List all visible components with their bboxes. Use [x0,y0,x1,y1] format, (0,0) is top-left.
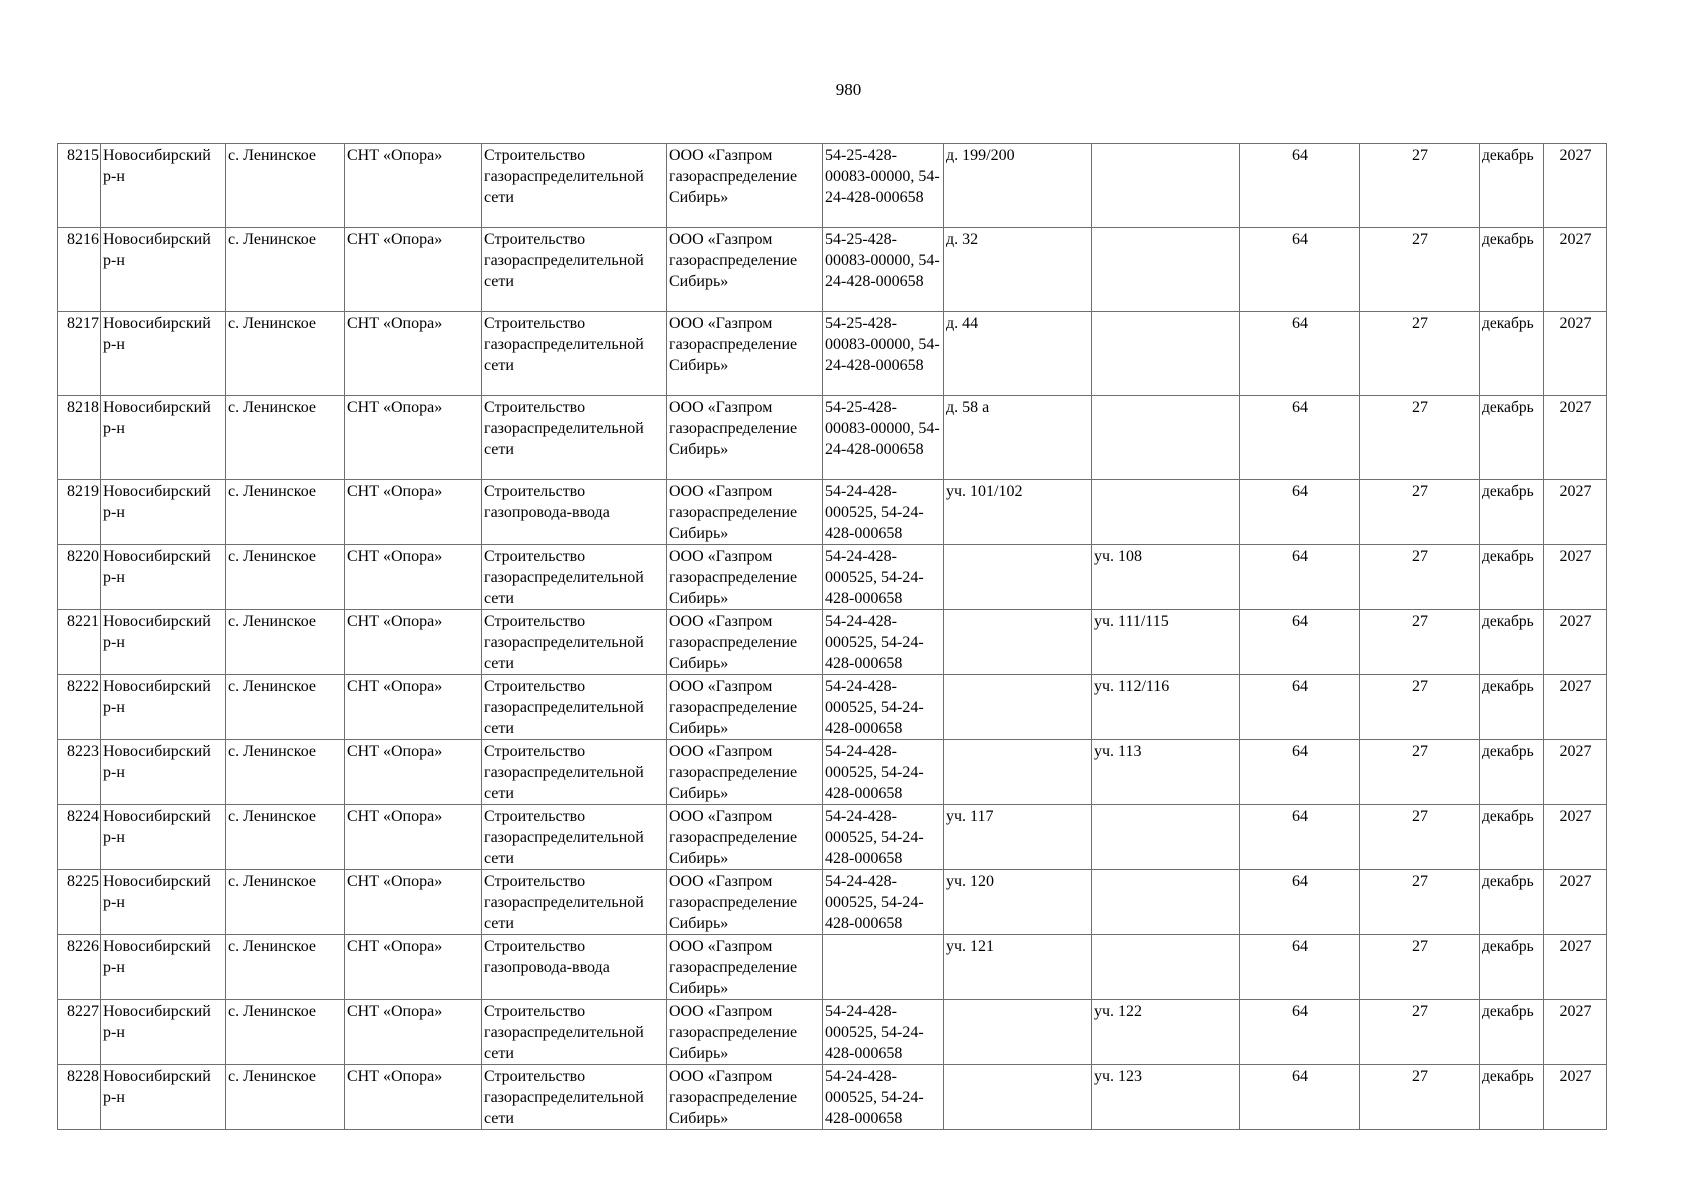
value-2-cell: 27 [1360,480,1480,545]
plot-cell: уч. 123 [1092,1065,1240,1130]
settlement-cell: с. Ленинское [226,740,345,805]
month-cell: декабрь [1480,1065,1544,1130]
work-type-cell: Строительство газораспределительной сети [482,545,667,610]
district-cell: Новосибирский р-н [101,396,226,480]
year-cell: 2027 [1544,675,1607,740]
district-cell: Новосибирский р-н [101,870,226,935]
organization-cell: ООО «Газпром газораспределение Сибирь» [667,396,823,480]
organization-cell: ООО «Газпром газораспределение Сибирь» [667,610,823,675]
settlement-cell: с. Ленинское [226,228,345,312]
value-2-cell: 27 [1360,144,1480,228]
row-number-cell: 8227 [58,1000,101,1065]
snt-cell: СНТ «Опора» [345,1000,482,1065]
district-cell: Новосибирский р-н [101,1000,226,1065]
cadastral-number-cell: 54-24-428-000525, 54-24-428-000658 [823,870,944,935]
district-cell: Новосибирский р-н [101,545,226,610]
row-number-cell: 8222 [58,675,101,740]
value-2-cell: 27 [1360,740,1480,805]
month-cell: декабрь [1480,805,1544,870]
value-1-cell: 64 [1240,312,1360,396]
plot-cell [1092,396,1240,480]
cadastral-number-cell: 54-25-428-00083-00000, 54-24-428-000658 [823,396,944,480]
table-row [58,144,1607,228]
house-cell [944,1000,1092,1065]
cadastral-number-cell [823,935,944,1000]
row-number-cell: 8223 [58,740,101,805]
district-cell: Новосибирский р-н [101,675,226,740]
value-1-cell: 64 [1240,1000,1360,1065]
work-type-cell: Строительство газораспределительной сети [482,228,667,312]
month-cell: декабрь [1480,675,1544,740]
row-number-cell: 8218 [58,396,101,480]
snt-cell: СНТ «Опора» [345,480,482,545]
settlement-cell: с. Ленинское [226,610,345,675]
page-number: 980 [835,80,862,99]
work-type-cell: Строительство газораспределительной сети [482,1065,667,1130]
table-row [58,740,1607,805]
table-row [58,228,1607,312]
cadastral-number-cell: 54-25-428-00083-00000, 54-24-428-000658 [823,312,944,396]
year-cell: 2027 [1544,480,1607,545]
table-row [58,870,1607,935]
table-row [58,675,1607,740]
snt-cell: СНТ «Опора» [345,1065,482,1130]
house-cell: д. 58 а [944,396,1092,480]
work-type-cell: Строительство газораспределительной сети [482,1000,667,1065]
house-cell [944,675,1092,740]
district-cell: Новосибирский р-н [101,935,226,1000]
value-1-cell: 64 [1240,144,1360,228]
year-cell: 2027 [1544,1065,1607,1130]
snt-cell: СНТ «Опора» [345,675,482,740]
plot-cell: уч. 108 [1092,545,1240,610]
year-cell: 2027 [1544,144,1607,228]
month-cell: декабрь [1480,228,1544,312]
table-row [58,545,1607,610]
row-number-cell: 8225 [58,870,101,935]
organization-cell: ООО «Газпром газораспределение Сибирь» [667,545,823,610]
month-cell: декабрь [1480,545,1544,610]
organization-cell: ООО «Газпром газораспределение Сибирь» [667,870,823,935]
value-2-cell: 27 [1360,1000,1480,1065]
organization-cell: ООО «Газпром газораспределение Сибирь» [667,740,823,805]
cadastral-number-cell: 54-24-428-000525, 54-24-428-000658 [823,1065,944,1130]
year-cell: 2027 [1544,396,1607,480]
value-2-cell: 27 [1360,935,1480,1000]
house-cell: уч. 117 [944,805,1092,870]
year-cell: 2027 [1544,740,1607,805]
organization-cell: ООО «Газпром газораспределение Сибирь» [667,935,823,1000]
cadastral-number-cell: 54-25-428-00083-00000, 54-24-428-000658 [823,228,944,312]
work-type-cell: Строительство газораспределительной сети [482,610,667,675]
month-cell: декабрь [1480,144,1544,228]
table-row [58,610,1607,675]
settlement-cell: с. Ленинское [226,935,345,1000]
settlement-cell: с. Ленинское [226,545,345,610]
month-cell: декабрь [1480,935,1544,1000]
snt-cell: СНТ «Опора» [345,805,482,870]
settlement-cell: с. Ленинское [226,1000,345,1065]
value-1-cell: 64 [1240,480,1360,545]
month-cell: декабрь [1480,610,1544,675]
row-number-cell: 8226 [58,935,101,1000]
house-cell [944,1065,1092,1130]
snt-cell: СНТ «Опора» [345,545,482,610]
settlement-cell: с. Ленинское [226,312,345,396]
value-1-cell: 64 [1240,740,1360,805]
table-row [58,1065,1607,1130]
settlement-cell: с. Ленинское [226,870,345,935]
value-2-cell: 27 [1360,312,1480,396]
organization-cell: ООО «Газпром газораспределение Сибирь» [667,1065,823,1130]
plot-cell: уч. 113 [1092,740,1240,805]
year-cell: 2027 [1544,935,1607,1000]
district-cell: Новосибирский р-н [101,312,226,396]
value-1-cell: 64 [1240,870,1360,935]
month-cell: декабрь [1480,1000,1544,1065]
plot-cell [1092,144,1240,228]
cadastral-number-cell: 54-24-428-000525, 54-24-428-000658 [823,805,944,870]
settlement-cell: с. Ленинское [226,396,345,480]
month-cell: декабрь [1480,870,1544,935]
cadastral-number-cell: 54-24-428-000525, 54-24-428-000658 [823,480,944,545]
snt-cell: СНТ «Опора» [345,144,482,228]
value-2-cell: 27 [1360,805,1480,870]
table-row [58,480,1607,545]
work-type-cell: Строительство газораспределительной сети [482,675,667,740]
district-cell: Новосибирский р-н [101,1065,226,1130]
value-2-cell: 27 [1360,1065,1480,1130]
cadastral-number-cell: 54-24-428-000525, 54-24-428-000658 [823,675,944,740]
row-number-cell: 8220 [58,545,101,610]
work-type-cell: Строительство газораспределительной сети [482,870,667,935]
year-cell: 2027 [1544,228,1607,312]
month-cell: декабрь [1480,396,1544,480]
work-type-cell: Строительство газопровода-ввода [482,935,667,1000]
row-number-cell: 8219 [58,480,101,545]
table-row [58,396,1607,480]
snt-cell: СНТ «Опора» [345,396,482,480]
value-1-cell: 64 [1240,675,1360,740]
table-row [58,935,1607,1000]
value-2-cell: 27 [1360,610,1480,675]
row-number-cell: 8215 [58,144,101,228]
district-cell: Новосибирский р-н [101,144,226,228]
house-cell: уч. 101/102 [944,480,1092,545]
district-cell: Новосибирский р-н [101,740,226,805]
plot-cell [1092,805,1240,870]
snt-cell: СНТ «Опора» [345,312,482,396]
value-2-cell: 27 [1360,396,1480,480]
row-number-cell: 8224 [58,805,101,870]
year-cell: 2027 [1544,312,1607,396]
plot-cell: уч. 122 [1092,1000,1240,1065]
work-type-cell: Строительство газораспределительной сети [482,740,667,805]
value-1-cell: 64 [1240,935,1360,1000]
organization-cell: ООО «Газпром газораспределение Сибирь» [667,1000,823,1065]
settlement-cell: с. Ленинское [226,675,345,740]
house-cell: д. 32 [944,228,1092,312]
table-row [58,312,1607,396]
register-body [58,144,1607,1130]
work-type-cell: Строительство газораспределительной сети [482,312,667,396]
value-1-cell: 64 [1240,545,1360,610]
cadastral-number-cell: 54-24-428-000525, 54-24-428-000658 [823,610,944,675]
house-cell: д. 44 [944,312,1092,396]
plot-cell: уч. 111/115 [1092,610,1240,675]
table-row [58,1000,1607,1065]
work-type-cell: Строительство газораспределительной сети [482,396,667,480]
row-number-cell: 8217 [58,312,101,396]
row-number-cell: 8221 [58,610,101,675]
row-number-cell: 8228 [58,1065,101,1130]
year-cell: 2027 [1544,870,1607,935]
house-cell: уч. 121 [944,935,1092,1000]
value-1-cell: 64 [1240,228,1360,312]
house-cell [944,610,1092,675]
month-cell: декабрь [1480,312,1544,396]
snt-cell: СНТ «Опора» [345,740,482,805]
settlement-cell: с. Ленинское [226,1065,345,1130]
organization-cell: ООО «Газпром газораспределение Сибирь» [667,480,823,545]
value-2-cell: 27 [1360,545,1480,610]
work-type-cell: Строительство газопровода-ввода [482,480,667,545]
value-1-cell: 64 [1240,805,1360,870]
year-cell: 2027 [1544,1000,1607,1065]
gasification-register-table [57,143,1607,1130]
snt-cell: СНТ «Опора» [345,228,482,312]
year-cell: 2027 [1544,545,1607,610]
work-type-cell: Строительство газораспределительной сети [482,805,667,870]
plot-cell [1092,228,1240,312]
house-cell [944,545,1092,610]
table-row [58,805,1607,870]
cadastral-number-cell: 54-24-428-000525, 54-24-428-000658 [823,740,944,805]
plot-cell [1092,870,1240,935]
value-1-cell: 64 [1240,610,1360,675]
snt-cell: СНТ «Опора» [345,870,482,935]
organization-cell: ООО «Газпром газораспределение Сибирь» [667,675,823,740]
work-type-cell: Строительство газораспределительной сети [482,144,667,228]
plot-cell [1092,935,1240,1000]
value-2-cell: 27 [1360,228,1480,312]
settlement-cell: с. Ленинское [226,480,345,545]
cadastral-number-cell: 54-24-428-000525, 54-24-428-000658 [823,545,944,610]
district-cell: Новосибирский р-н [101,610,226,675]
plot-cell [1092,312,1240,396]
snt-cell: СНТ «Опора» [345,610,482,675]
value-1-cell: 64 [1240,396,1360,480]
year-cell: 2027 [1544,610,1607,675]
house-cell: д. 199/200 [944,144,1092,228]
month-cell: декабрь [1480,480,1544,545]
organization-cell: ООО «Газпром газораспределение Сибирь» [667,805,823,870]
year-cell: 2027 [1544,805,1607,870]
settlement-cell: с. Ленинское [226,144,345,228]
row-number-cell: 8216 [58,228,101,312]
district-cell: Новосибирский р-н [101,480,226,545]
plot-cell: уч. 112/116 [1092,675,1240,740]
cadastral-number-cell: 54-24-428-000525, 54-24-428-000658 [823,1000,944,1065]
house-cell: уч. 120 [944,870,1092,935]
district-cell: Новосибирский р-н [101,228,226,312]
organization-cell: ООО «Газпром газораспределение Сибирь» [667,144,823,228]
organization-cell: ООО «Газпром газораспределение Сибирь» [667,312,823,396]
plot-cell [1092,480,1240,545]
district-cell: Новосибирский р-н [101,805,226,870]
settlement-cell: с. Ленинское [226,805,345,870]
value-2-cell: 27 [1360,675,1480,740]
value-2-cell: 27 [1360,870,1480,935]
cadastral-number-cell: 54-25-428-00083-00000, 54-24-428-000658 [823,144,944,228]
house-cell [944,740,1092,805]
value-1-cell: 64 [1240,1065,1360,1130]
snt-cell: СНТ «Опора» [345,935,482,1000]
month-cell: декабрь [1480,740,1544,805]
organization-cell: ООО «Газпром газораспределение Сибирь» [667,228,823,312]
